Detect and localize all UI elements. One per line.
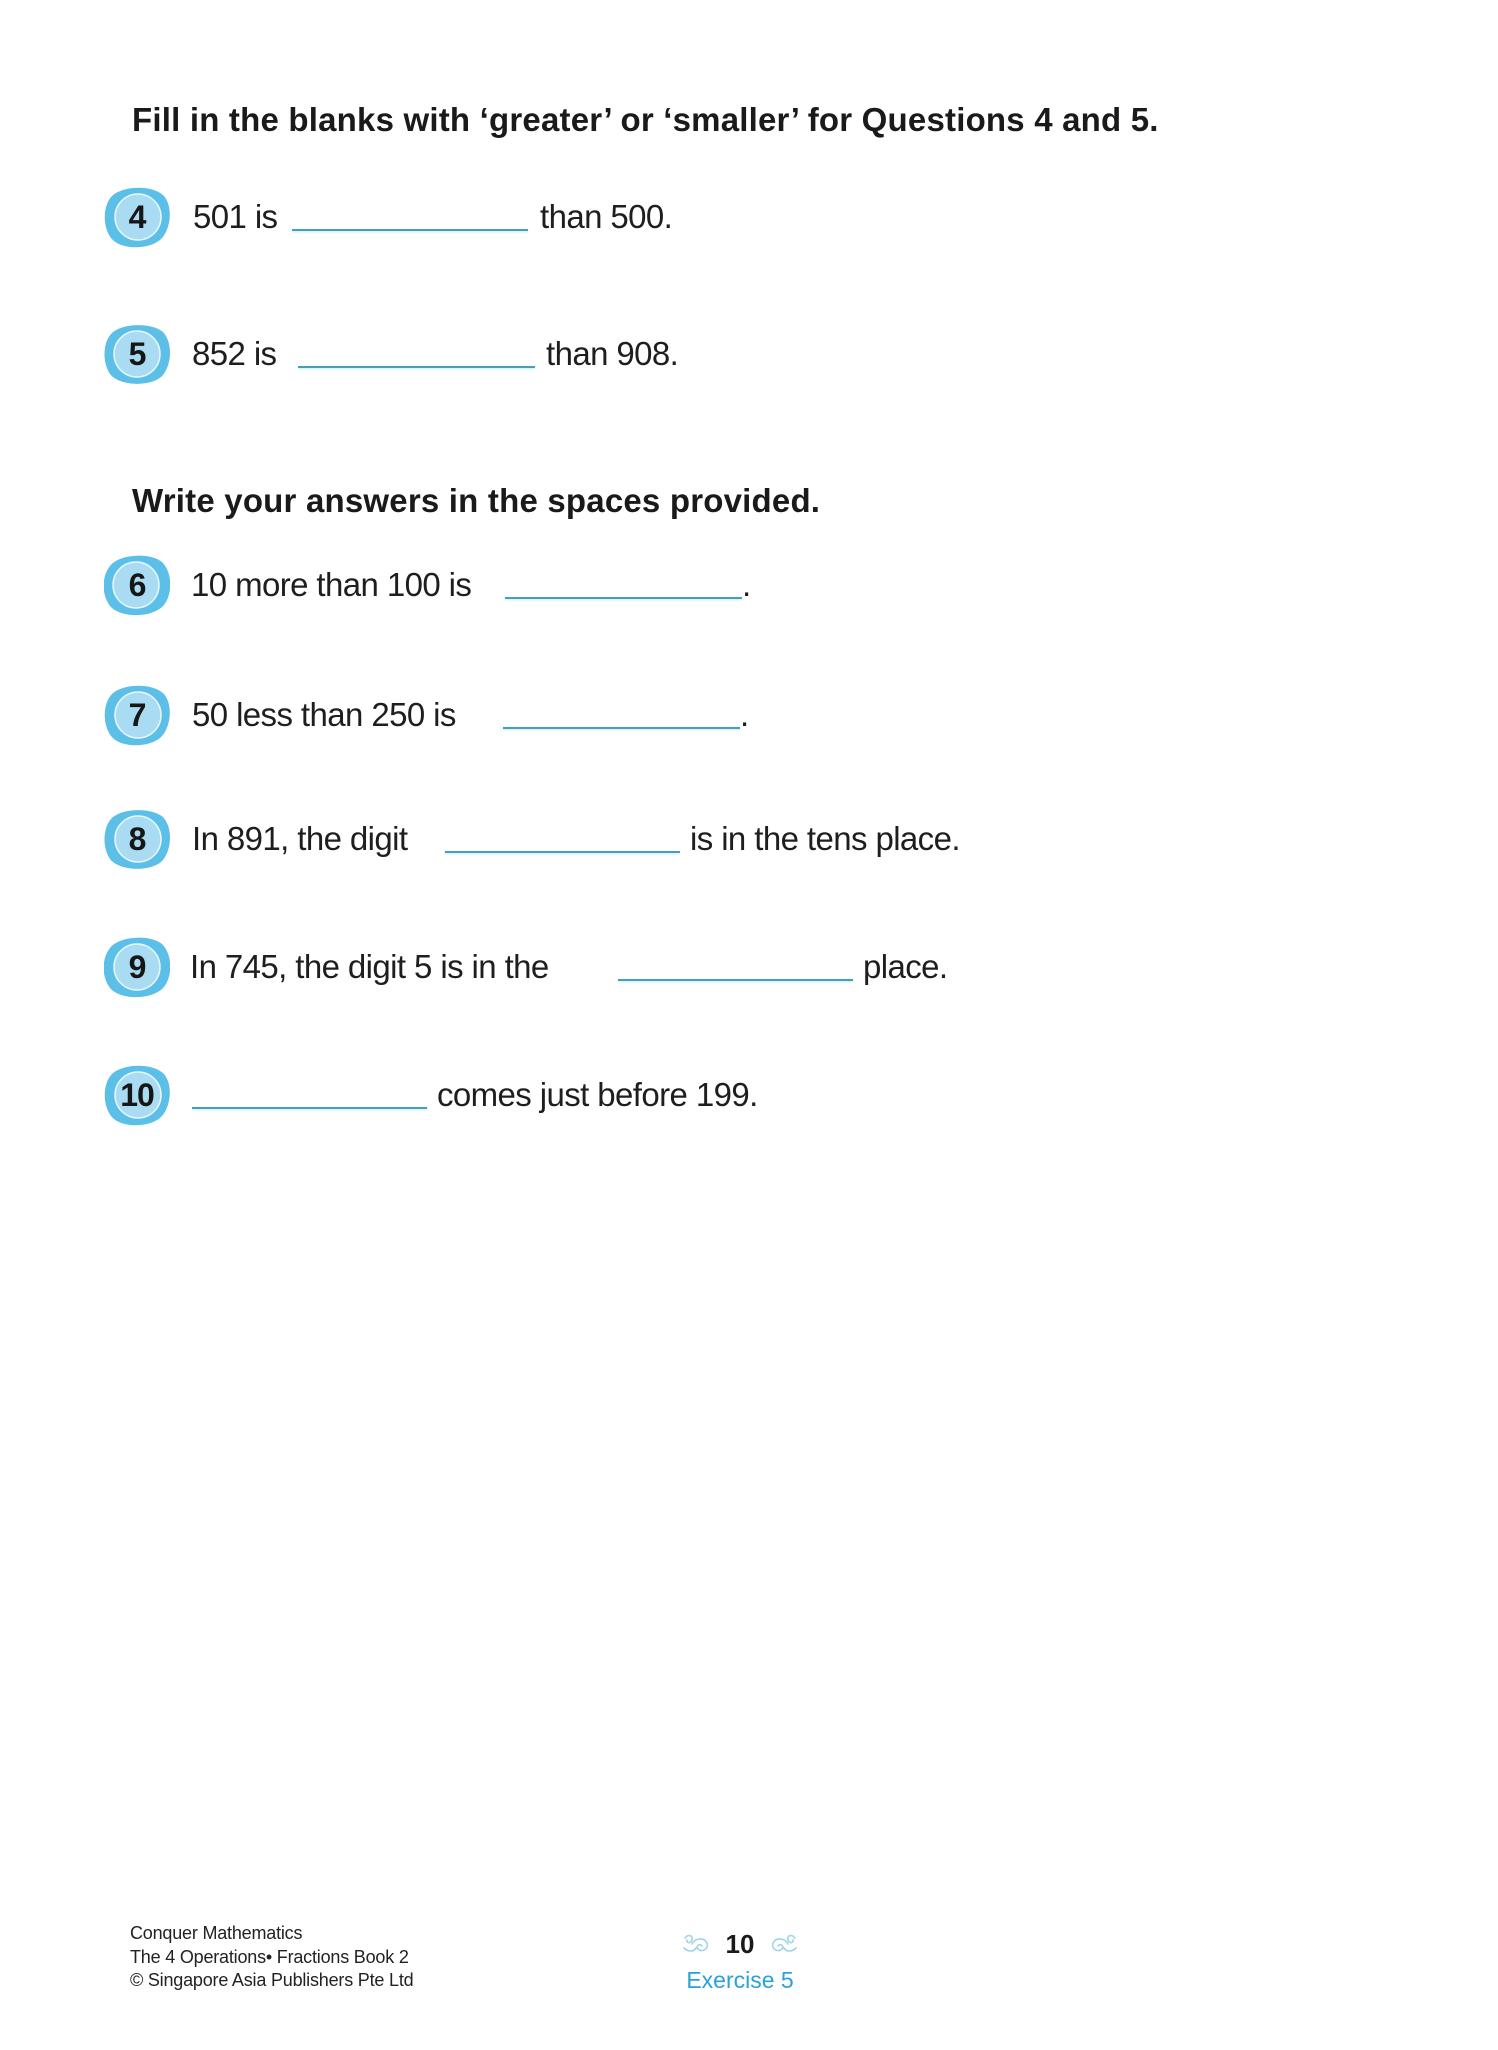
question-text-before: In 745, the digit 5 is in the <box>190 948 549 985</box>
number-badge-icon <box>104 808 170 870</box>
number-badge-icon <box>104 1064 170 1126</box>
copyright: © Singapore Asia Publishers Pte Ltd <box>130 1970 414 1990</box>
swirl-ornament-icon <box>682 1932 712 1956</box>
answer-blank-7[interactable] <box>503 727 740 729</box>
page-number-block <box>676 1928 804 1960</box>
instruction-heading-1: Fill in the blanks with ‘greater’ or ‘smaller’ for Questions 4 and 5. <box>132 101 1159 138</box>
exercise-label: Exercise 5 <box>686 1967 794 1993</box>
answer-blank-6[interactable] <box>505 597 742 599</box>
answer-blank-8[interactable] <box>445 851 680 853</box>
question-text-after: comes just before 199. <box>437 1076 758 1113</box>
question-4 <box>0 186 1498 256</box>
instruction-heading-2: Write your answers in the spaces provided. <box>132 482 821 519</box>
page-number: 10 <box>725 1929 755 1959</box>
question-8 <box>0 808 1498 878</box>
answer-blank-9[interactable] <box>618 979 853 981</box>
question-text-before: 852 is <box>192 335 277 372</box>
number-badge-icon <box>104 684 170 746</box>
book-title: Conquer Mathematics <box>130 1923 303 1943</box>
question-text-before: 50 less than 250 is <box>192 696 456 733</box>
question-text-before: In 891, the digit <box>192 820 408 857</box>
question-number: 5 <box>128 335 146 372</box>
number-badge-icon <box>104 186 170 248</box>
question-6 <box>0 554 1498 624</box>
question-5 <box>0 323 1498 393</box>
answer-blank-10[interactable] <box>192 1107 427 1109</box>
book-info <box>130 1922 413 1993</box>
question-text-after: than 500. <box>540 198 673 235</box>
question-text-after: place. <box>863 948 948 985</box>
answer-blank-5[interactable] <box>298 366 535 368</box>
question-text-after: than 908. <box>546 335 679 372</box>
question-number: 6 <box>128 566 146 603</box>
question-number: 8 <box>128 820 146 857</box>
question-text-after: . <box>740 696 749 733</box>
swirl-ornament-icon <box>768 1932 798 1956</box>
question-number: 10 <box>120 1076 154 1113</box>
number-badge-icon <box>104 936 170 998</box>
question-number: 7 <box>128 696 146 733</box>
question-text-after: is in the tens place. <box>690 820 960 857</box>
question-number: 9 <box>128 948 146 985</box>
question-10 <box>0 1064 1498 1134</box>
question-text-before: 10 more than 100 is <box>191 566 472 603</box>
question-number: 4 <box>128 198 146 235</box>
question-text-after: . <box>742 566 751 603</box>
answer-blank-4[interactable] <box>292 229 528 231</box>
number-badge-icon <box>104 323 170 385</box>
question-7 <box>0 684 1498 754</box>
book-subtitle: The 4 Operations• Fractions Book 2 <box>130 1946 409 1967</box>
question-text-before: 501 is <box>193 198 278 235</box>
question-9 <box>0 936 1498 1006</box>
number-badge-icon <box>104 554 170 616</box>
